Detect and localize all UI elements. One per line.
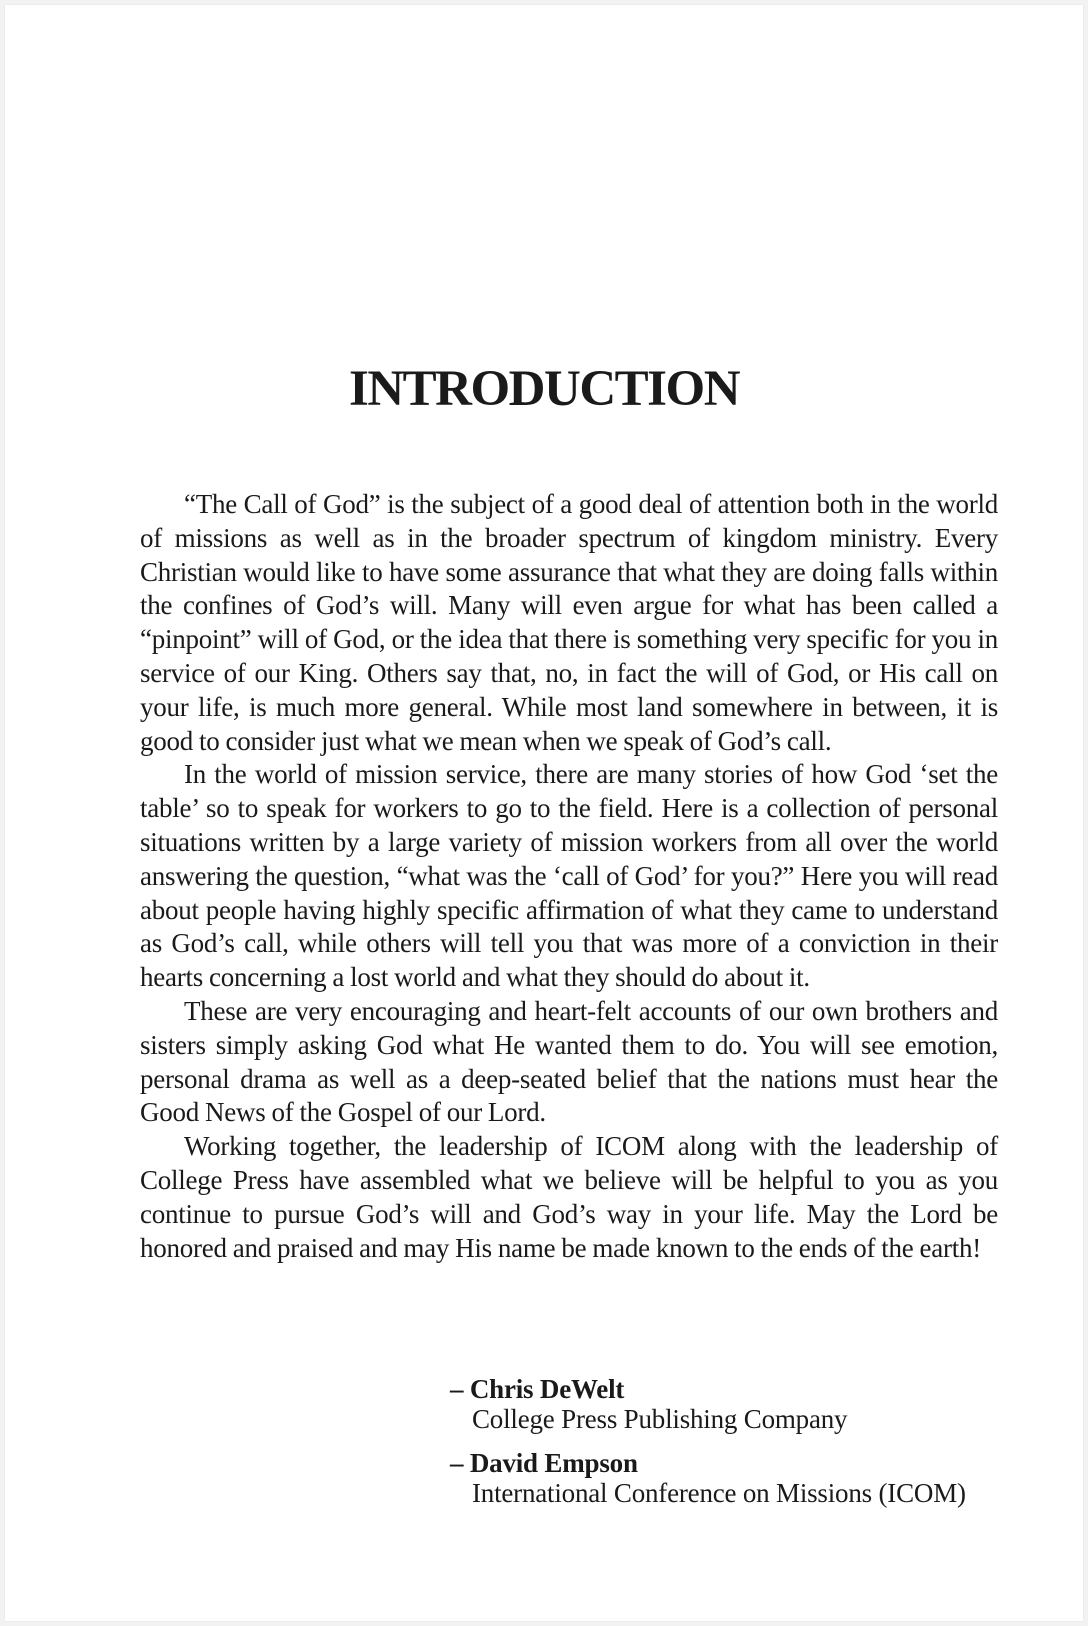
page-title: INTRODUCTION bbox=[348, 361, 740, 417]
introduction-body bbox=[140, 488, 998, 1265]
signature-organization: College Press Publishing Company bbox=[472, 1404, 848, 1434]
paragraph: In the world of mission service, there are many stories of how God ‘set the table’ so to speak for workers to go to the field. Here is a collection of personal situations written by a large variety of mission workers from all over the world answering the question, “what was the ‘call of God’ for you?” Here you will read about people having highly specific affirmation of what they came to understand as God’s call, while others will tell you that was more of a conviction in their hearts concerning a lost world and what they should do about it. bbox=[140, 759, 998, 993]
paragraph: These are very encouraging and heart-felt accounts of our own brothers and sisters simply asking God what He wanted them to do. You will see emotion, personal drama as well as a deep-seated belief that the nations must hear the Good News of the Gospel of our Lord. bbox=[140, 995, 998, 1128]
signature-block bbox=[450, 1374, 847, 1434]
signature-block bbox=[450, 1448, 966, 1508]
document-page bbox=[5, 5, 1083, 1621]
signature-name: – Chris DeWelt bbox=[450, 1374, 625, 1404]
signature-organization: International Conference on Missions (ICOM) bbox=[472, 1478, 966, 1508]
signature-name: – David Empson bbox=[450, 1448, 638, 1478]
paragraph: Working together, the leadership of ICOM along with the leadership of College Press have assembled what we believe will be helpful to you as you continue to pursue God’s will and God’s way in your life. May the Lord be honored and praised and may His name be made known to the ends of the earth! bbox=[140, 1131, 998, 1263]
paragraph: “The Call of God” is the subject of a good deal of attention both in the world of missions as well as in the broader spectrum of kingdom ministry. Every Christian would like to have some assurance that what they are doing falls within the confines of God’s will. Many will even argue for what has been called a “pinpoint” will of God, or the idea that there is something very specific for you in service of our King. Others say that, no, in fact the will of God, or His call on your life, is much more general. While most land somewhere in between, it is good to consider just what we mean when we speak of God’s call. bbox=[140, 489, 998, 756]
